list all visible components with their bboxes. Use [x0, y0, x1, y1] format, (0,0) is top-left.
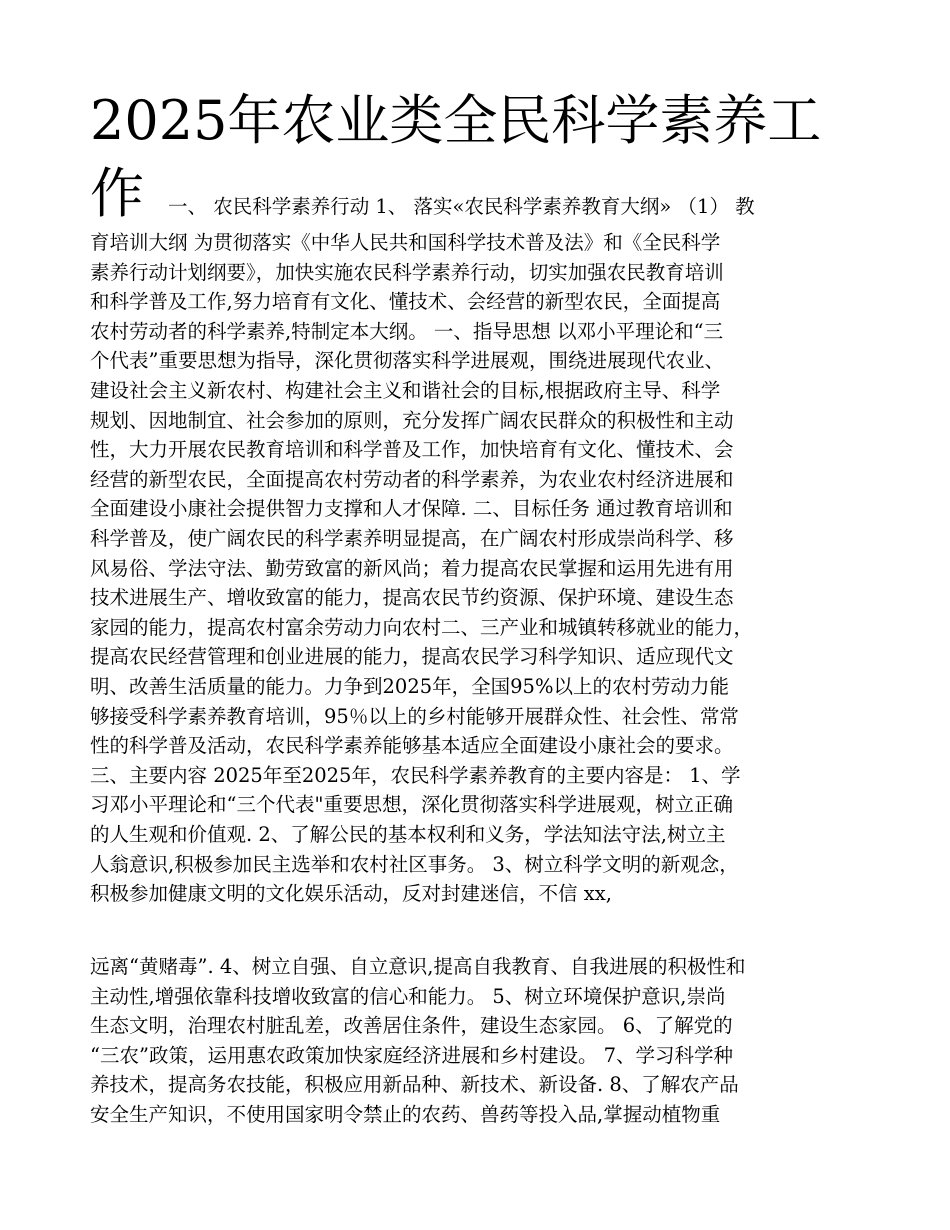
document-title: 2025年农业类全民科学素养工	[90, 89, 822, 152]
body-text-line: 明、改善生活质量的能力。力争到2025年，全国95%以上的农村劳动力能	[90, 675, 729, 698]
body-text-line: 家园的能力，提高农村富余劳动力向农村二、三产业和城镇转移就业的能力，	[90, 615, 754, 639]
body-text-line: 性的科学普及活动，农民科学素养能够基本适应全面建设小康社会的要求。	[90, 734, 734, 758]
body-text-line: 远离“黄赌毒”. 4、树立自强、自立意识,提高自我教育、自我进展的积极性和	[90, 955, 746, 978]
body-text-line: 积极参加健康文明的文化娱乐活动，反对封建迷信，不信 xx,	[90, 882, 612, 906]
body-text-line: 全面建设小康社会提供智力支撑和人才保障. 二、目标任务 通过教育培训和	[90, 497, 733, 521]
body-text-line: 风易俗、学法守法、勤劳致富的新风尚；着力提高农民掌握和运用先进有用	[90, 556, 734, 580]
body-text-line: 规划、因地制宜、社会参加的原则，充分发挥广阔农民群众的积极性和主动	[90, 408, 734, 432]
body-text-line: 人翁意识,积极参加民主选举和农村社区事务。 3、树立科学文明的新观念，	[90, 852, 739, 876]
body-text-line: 够接受科学素养教育培训，95％以上的乡村能够开展群众性、社会性、常常	[90, 704, 739, 728]
body-text-line: 性，大力开展农民教育培训和科学普及工作，加快培育有文化、懂技术、会	[90, 438, 734, 462]
body-text-line: 安全生产知识，不使用国家明令禁止的农药、兽药等投入品,掌握动植物重	[90, 1103, 721, 1126]
body-text-line: 经营的新型农民，全面提高农村劳动者的科学素养，为农业农村经济进展和	[90, 467, 734, 491]
body-text-line: 三、主要内容 2025年至2025年，农民科学素养教育的主要内容是： 1、学	[90, 763, 741, 787]
body-text-line: 提高农民经营管理和创业进展的能力，提高农民学习科学知识、适应现代文	[90, 645, 734, 669]
document-title-continuation: 作	[90, 162, 144, 225]
body-text-line: 科学普及，使广阔农民的科学素养明显提高，在广阔农村形成崇尚科学、移	[90, 527, 734, 550]
body-text-line: 素养行动计划纲要》，加快实施农民科学素养行动，切实加强农民教育培训	[90, 260, 724, 284]
body-first-line: 一、 农民科学素养行动 1、 落实«农民科学素养教育大纲» （1） 教	[168, 195, 755, 218]
body-text-line: 主动性,增强依靠科技增收致富的信心和能力。 5、树立环境保护意识,崇尚	[90, 984, 726, 1008]
body-text-line: 和科学普及工作,努力培育有文化、懂技术、会经营的新型农民，全面提高	[90, 290, 721, 314]
body-text-line: 个代表”重要思想为指导，深化贯彻落实科学进展观，围绕进展现代农业、	[90, 349, 724, 373]
body-text-line: 农村劳动者的科学素养,特制定本大纲。 一、指导思想 以邓小平理论和“三	[90, 319, 724, 343]
body-text-line: 育培训大纲 为贯彻落实《中华人民共和国科学技术普及法》和《全民科学	[90, 231, 721, 254]
body-text-line: 的人生观和价值观. 2、了解公民的基本权利和义务，学法知法守法,树立主	[90, 823, 726, 846]
body-text-line: 习邓小平理论和“三个代表"重要思想，深化贯彻落实科学进展观，树立正确	[90, 793, 733, 817]
body-text-line: 技术进展生产、增收致富的能力，提高农民节约资源、保护环境、建设生态	[90, 586, 734, 610]
body-text-line: 养技术，提高务农技能，积极应用新品种、新技术、新设备. 8、了解农产品	[90, 1073, 739, 1097]
body-text-line: 建设社会主义新农村、构建社会主义和谐社会的目标,根据政府主导、科学	[90, 379, 721, 402]
body-text-line: “三农”政策，运用惠农政策加快家庭经济进展和乡村建设。 7、学习科学种	[90, 1043, 734, 1067]
body-text-line: 生态文明，治理农村脏乱差，改善居住条件，建设生态家园。 6、了解党的	[90, 1014, 733, 1038]
